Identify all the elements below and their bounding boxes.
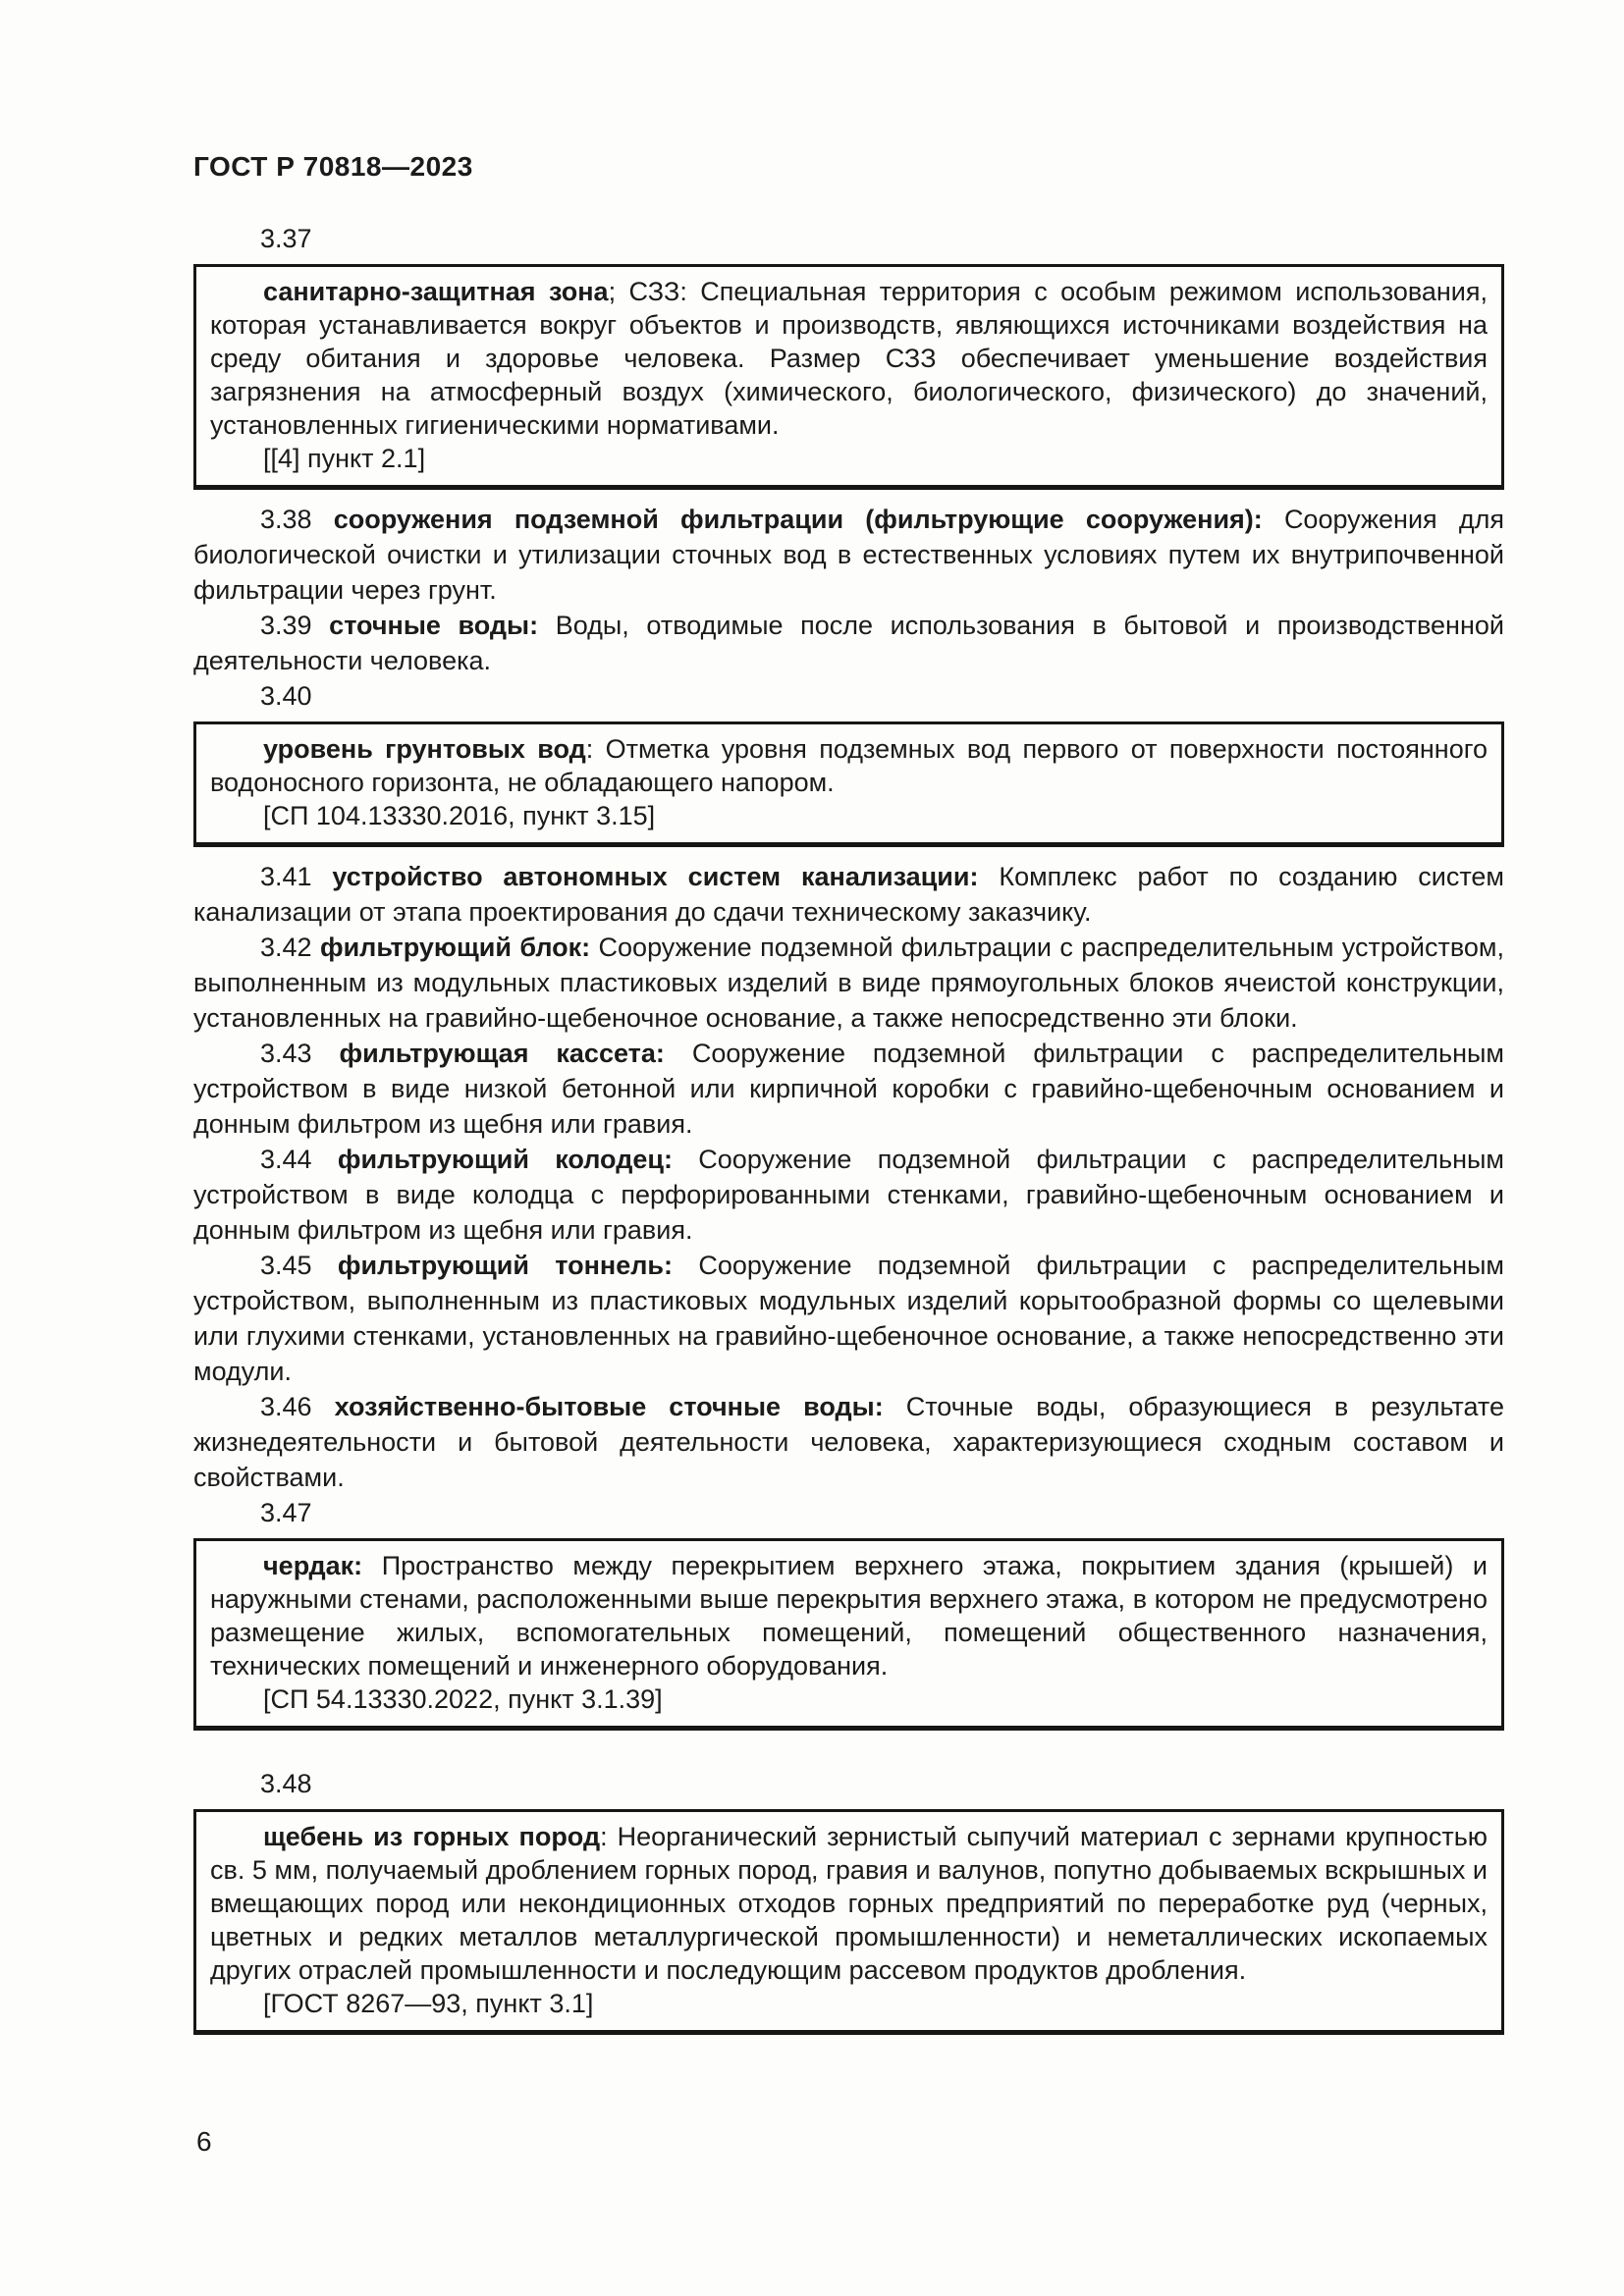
term-text: фильтрующая кассета:	[339, 1039, 665, 1068]
clause-number: 3.38	[260, 505, 312, 534]
clause-number: 3.45	[260, 1251, 312, 1280]
page-number: 6	[196, 2126, 212, 2157]
term-definition-box	[193, 264, 1504, 490]
term-definition-box	[193, 1809, 1504, 2035]
clause-number: 3.40	[260, 681, 312, 711]
clause-number: 3.41	[260, 862, 312, 891]
boxed-definition	[210, 1820, 1488, 1987]
definition-text: Воды, отводимые после использования в бытовой и производственной деятельности человека.	[193, 611, 1504, 675]
definition-text: Сооружения для биологической очистки и утилизации сточных вод в естественных условиях путем их внутрипочвенной фильтрации через грунт.	[193, 505, 1504, 605]
definition-text: Сооружение подземной фильтрации с распределительным устройством, выполненным из модульных пластиковых изделий в виде прямоугольных блоков ячеистой конструкции, установленных на гравийно-щебеночное основание, а также непосредственно эти блоки.	[193, 933, 1504, 1033]
definition-paragraph	[193, 930, 1504, 1036]
document-header-title: ГОСТ Р 70818—2023	[193, 151, 473, 182]
definition-text: : Неорганический зернистый сыпучий материал с зернами крупностью св. 5 мм, получаемый дроблением горных пород, гравия и валунов, попутно добываемых вскрышных и вмещающих пород или некондиционных отходов горных предприятий по переработке руд (черных, цветных и редких металлов металлургической промышленности) и неметаллических ископаемых других отраслей промышленности и последующим рассевом продуктов дробления.	[210, 1822, 1489, 1985]
definition-paragraph	[193, 859, 1504, 930]
definition-paragraph	[193, 608, 1504, 678]
term-definition-box	[193, 721, 1504, 847]
definition-text: Пространство между перекрытием верхнего этажа, покрытием здания (крышей) и наружными стенами, расположенными выше перекрытия верхнего этажа, в котором не предусмотрено размещение жилых, вспомогательных помещений, помещений общественного назначения, технических помещений и инженерного оборудования.	[210, 1551, 1488, 1681]
boxed-definition	[210, 1549, 1488, 1682]
term-text: уровень грунтовых вод	[263, 734, 586, 764]
clause-number: 3.39	[260, 611, 312, 640]
source-reference: [ГОСТ 8267—93, пункт 3.1]	[263, 1989, 594, 2018]
term-text: устройство автономных систем канализации:	[332, 862, 979, 891]
definition-text: Сооружение подземной фильтрации с распределительным устройством, выполненным из пластиковых модульных изделий корытообразной формы со щелевыми или глухими стенками, установленных на гравийно-щебеночное основание, а также непосредственно эти модули.	[193, 1251, 1504, 1386]
source-reference: [[4] пункт 2.1]	[263, 444, 426, 473]
term-text: санитарно-защитная зона	[263, 277, 609, 306]
clause-number: 3.43	[260, 1039, 312, 1068]
definition-text: Сооружение подземной фильтрации с распределительным устройством в виде низкой бетонной или кирпичной коробки с гравийно-щебеночным основанием и донным фильтром из щебня или гравия.	[193, 1039, 1504, 1139]
boxed-definition	[210, 275, 1488, 442]
definition-paragraph	[193, 502, 1504, 608]
definition-paragraph	[193, 1248, 1504, 1389]
definition-text: Сооружение подземной фильтрации с распределительным устройством в виде колодца с перфорированными стенками, гравийно-щебеночным основанием и донным фильтром из щебня или гравия.	[193, 1145, 1504, 1245]
clause-number: 3.47	[260, 1498, 312, 1527]
definition-text: : Отметка уровня подземных вод первого от поверхности постоянного водоносного горизонта, не обладающего напором.	[210, 734, 1488, 797]
definition-paragraph	[193, 1389, 1504, 1495]
definition-paragraph	[193, 1036, 1504, 1142]
source-reference: [СП 54.13330.2022, пункт 3.1.39]	[263, 1684, 663, 1714]
boxed-definition	[210, 732, 1488, 799]
term-text: фильтрующий блок:	[319, 933, 591, 962]
term-text: фильтрующий тоннель:	[337, 1251, 673, 1280]
term-text: сооружения подземной фильтрации (фильтрующие сооружения):	[333, 505, 1263, 534]
term-text: чердак:	[263, 1551, 363, 1580]
term-definition-box	[193, 1538, 1504, 1731]
term-text: сточные воды:	[329, 611, 539, 640]
definition-text: ; СЗЗ: Специальная территория с особым режимом использования, которая устанавливается вокруг объектов и производств, являющихся источниками воздействия на среду обитания и здоровье человека. Размер СЗЗ обеспечивает уменьшение воздействия загрязнения на атмосферный воздух (химического, биологического, физического) до значений, установленных гигиеническими нормативами.	[210, 277, 1488, 440]
terms-section	[193, 221, 1504, 2035]
clause-number: 3.48	[260, 1769, 312, 1798]
clause-number: 3.42	[260, 933, 312, 962]
clause-number: 3.37	[260, 224, 312, 253]
term-text: фильтрующий колодец:	[337, 1145, 673, 1174]
definition-text: Комплекс работ по созданию систем канализации от этапа проектирования до сдачи техническому заказчику.	[193, 862, 1504, 927]
term-text: щебень из горных пород	[263, 1822, 601, 1851]
definition-text: Сточные воды, образующиеся в результате жизнедеятельности и бытовой деятельности человека, характеризующиеся сходным составом и свойствами.	[193, 1392, 1504, 1492]
definition-paragraph	[193, 1142, 1504, 1248]
source-reference: [СП 104.13330.2016, пункт 3.15]	[263, 801, 656, 830]
page-content	[193, 152, 1504, 2035]
clause-number: 3.44	[260, 1145, 312, 1174]
term-text: хозяйственно-бытовые сточные воды:	[334, 1392, 884, 1421]
clause-number: 3.46	[260, 1392, 312, 1421]
